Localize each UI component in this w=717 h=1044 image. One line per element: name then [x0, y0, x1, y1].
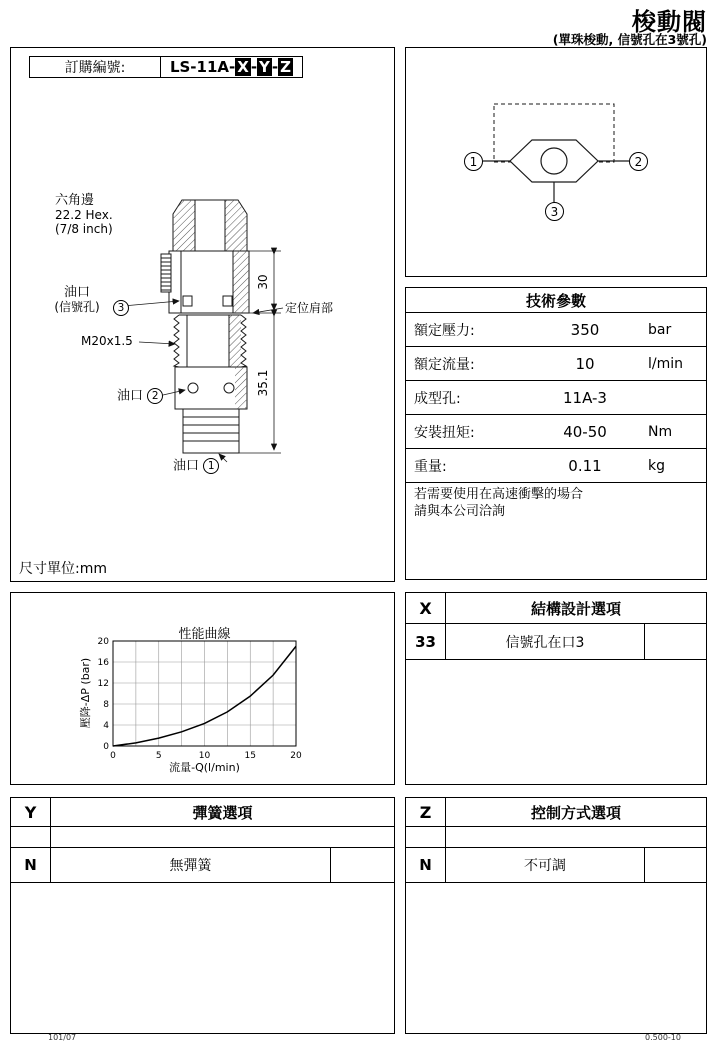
param-label: 安裝扭矩:	[414, 424, 475, 441]
param-row-cavity	[406, 381, 706, 415]
port1-label	[173, 458, 219, 474]
page-title: 梭動閥	[632, 8, 707, 36]
port1-number-badge: 1	[203, 458, 219, 474]
option-z-row	[406, 848, 706, 883]
option-z-code: N	[406, 848, 446, 882]
option-x-desc: 信號孔在口3	[505, 634, 585, 651]
port3-label-line1: 油口	[63, 285, 90, 300]
drawing-panel	[10, 47, 395, 582]
port2-label	[117, 388, 163, 404]
param-value: 0.11	[568, 456, 602, 475]
option-z-desc: 不可調	[524, 858, 566, 874]
port2-number-badge: 2	[147, 388, 163, 404]
technical-parameters-panel	[405, 287, 707, 580]
page-subtitle: (單珠梭動, 信號孔在3號孔)	[552, 32, 707, 47]
valve-drawing	[11, 48, 396, 583]
hex-label-inch: (7/8 inch)	[55, 221, 113, 236]
param-row-pressure	[406, 313, 706, 347]
chart-title: 性能曲線	[178, 627, 231, 642]
symbol-port1-badge: 1	[464, 152, 483, 171]
order-code-prefix: LS-11A-	[169, 58, 236, 76]
option-y-code: N	[11, 848, 51, 882]
param-value: 10	[575, 354, 595, 373]
option-y-spacer-row	[11, 827, 394, 848]
option-x-panel	[405, 592, 707, 785]
param-unit: Nm	[648, 423, 673, 440]
dimension-35-1: 35.1	[256, 369, 270, 397]
svg-text:0: 0	[110, 751, 116, 761]
param-row-flow	[406, 347, 706, 381]
note-line2: 請與本公司洽詢	[414, 503, 506, 519]
param-unit: bar	[648, 321, 672, 338]
symbol-port3-badge: 3	[545, 202, 564, 221]
port3-label	[39, 286, 115, 315]
option-z-header	[406, 798, 706, 827]
dimension-30: 30	[256, 274, 270, 290]
option-x-tail-cell	[644, 624, 706, 659]
option-y-header	[11, 798, 394, 827]
svg-text:15: 15	[244, 751, 256, 761]
hex-label-cn: 六角邊	[55, 193, 95, 208]
performance-chart-svg	[11, 593, 394, 784]
param-unit: kg	[648, 457, 665, 474]
param-label: 成型孔:	[414, 390, 461, 407]
order-code-x: X	[237, 58, 249, 76]
order-code-sep1: -	[250, 58, 258, 76]
performance-curve-panel	[10, 592, 395, 785]
footer-left: 101/07	[48, 1033, 77, 1042]
thread-label: M20x1.5	[81, 334, 133, 348]
option-x-title: 結構設計選項	[530, 599, 621, 618]
shoulder-label: 定位肩部	[285, 301, 334, 315]
port1-label-text: 油口	[173, 458, 200, 474]
option-z-tail-cell	[644, 848, 706, 882]
option-y-desc: 無彈簧	[169, 858, 212, 874]
note-line1: 若需要使用在高速衝擊的場合	[414, 487, 584, 502]
technical-parameters-title: 技術參數	[406, 288, 706, 313]
chart-x-axis-label: 流量-Q(l/min)	[169, 761, 240, 774]
svg-text:20: 20	[97, 637, 109, 647]
order-code-y: Y	[259, 58, 270, 76]
port3-label-line2: (信號孔)	[54, 299, 100, 314]
option-y-spacer-cell	[11, 827, 51, 847]
param-label: 額定壓力:	[414, 322, 475, 339]
symbol-port2-badge: 2	[629, 152, 648, 171]
option-y-panel	[10, 797, 395, 1034]
param-value: 350	[570, 320, 600, 339]
option-y-key: Y	[11, 798, 51, 826]
svg-text:10: 10	[198, 751, 211, 761]
option-x-row	[406, 624, 706, 660]
svg-text:8: 8	[103, 700, 109, 710]
order-code-sep2: -	[271, 58, 279, 76]
footer-right: 0.500-10	[645, 1033, 681, 1042]
param-value: 11A-3	[563, 388, 607, 407]
hex-size-label	[55, 194, 113, 237]
svg-text:5: 5	[155, 751, 162, 761]
port3-number-badge: 3	[113, 300, 129, 316]
svg-text:4: 4	[103, 721, 109, 731]
high-speed-impact-note	[406, 483, 706, 525]
symbol-panel	[405, 47, 707, 277]
order-code-z: Z	[280, 58, 292, 76]
svg-text:12: 12	[97, 679, 109, 689]
param-label: 重量:	[414, 458, 447, 475]
option-y-title: 彈簧選項	[192, 803, 253, 822]
option-y-tail-cell	[330, 848, 394, 882]
option-z-spacer-cell	[406, 827, 446, 847]
dimension-unit-note: 尺寸單位:mm	[19, 561, 107, 577]
chart-y-axis-label: 壓降-ΔP (bar)	[79, 657, 92, 729]
svg-text:0: 0	[103, 742, 109, 752]
order-number-label: 訂購編號:	[29, 56, 161, 78]
param-value: 40-50	[563, 422, 607, 441]
svg-text:20: 20	[290, 751, 302, 761]
option-z-spacer-desc	[446, 827, 706, 847]
option-y-row	[11, 848, 394, 883]
option-z-spacer-row	[406, 827, 706, 848]
option-z-panel	[405, 797, 707, 1034]
option-z-title: 控制方式選項	[530, 803, 621, 822]
port2-label-text: 油口	[117, 388, 144, 404]
option-x-header	[406, 593, 706, 624]
param-row-weight	[406, 449, 706, 483]
hex-label-size: 22.2 Hex.	[55, 207, 113, 222]
param-unit: l/min	[648, 355, 684, 372]
option-x-code: 33	[406, 624, 446, 659]
option-y-spacer-desc	[51, 827, 394, 847]
param-label: 額定流量:	[414, 356, 475, 373]
option-x-key: X	[406, 593, 446, 623]
option-z-key: Z	[406, 798, 446, 826]
svg-text:16: 16	[97, 658, 109, 668]
hydraulic-symbol	[406, 48, 706, 276]
param-row-torque	[406, 415, 706, 449]
